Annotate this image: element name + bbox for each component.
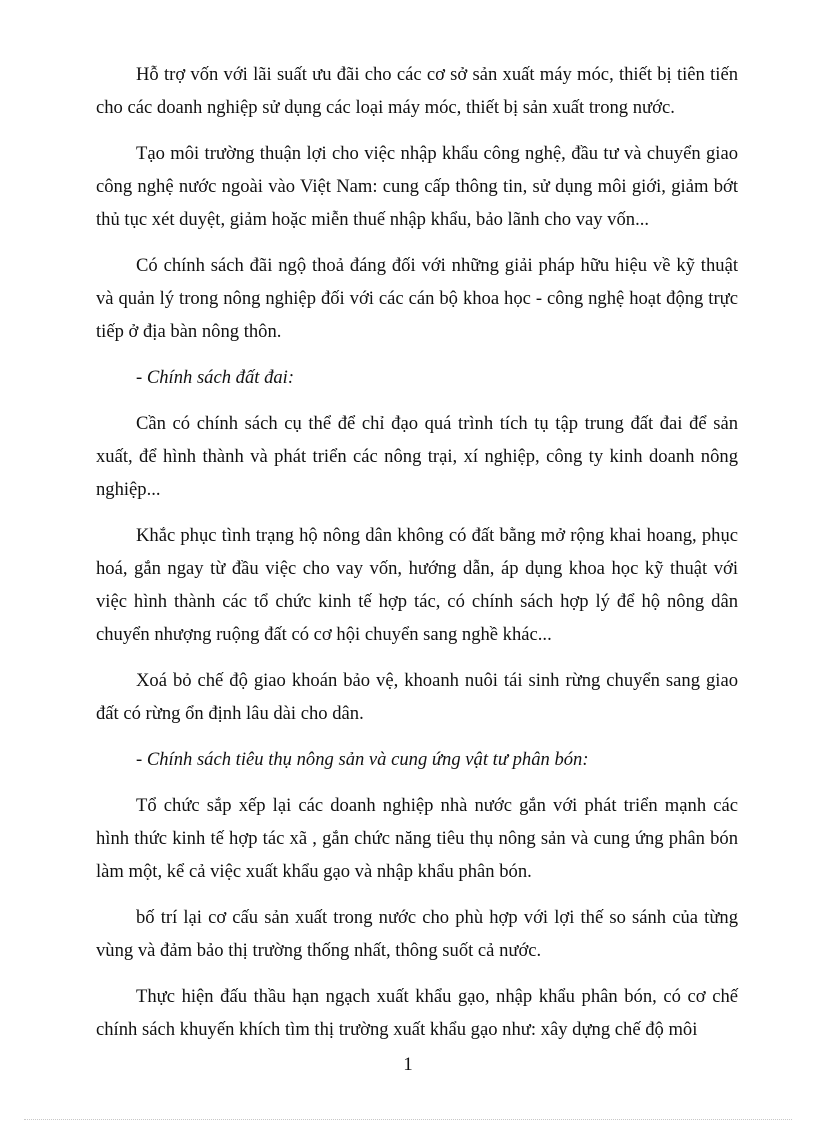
page-bottom-divider: [24, 1119, 792, 1120]
paragraph: Cần có chính sách cụ thể để chỉ đạo quá trình tích tụ tập trung đất đai để sản xuất, để hình thành và phát triển các nông trại, xí nghiệp, công ty kinh doanh nông nghiệp...: [96, 413, 738, 500]
paragraph: Tạo môi trường thuận lợi cho việc nhập khẩu công nghệ, đầu tư và chuyển giao công nghệ nước ngoài vào Việt Nam: cung cấp thông tin, sử dụng môi giới, giảm bớt thủ tục xét duyệt, giảm hoặc miễn thuế nhập khẩu, bảo lãnh cho vay vốn...: [96, 143, 738, 230]
paragraph: Xoá bỏ chế độ giao khoán bảo vệ, khoanh nuôi tái sinh rừng chuyển sang giao đất có rừng ổn định lâu dài cho dân.: [96, 670, 738, 724]
paragraph: Tổ chức sắp xếp lại các doanh nghiệp nhà nước gắn với phát triển mạnh các hình thức kinh tế hợp tác xã , gắn chức năng tiêu thụ nông sản và cung ứng phân bón làm một, kể cả việc xuất khẩu gạo và nhập khẩu phân bón.: [96, 795, 738, 882]
page-number: 1: [403, 1054, 413, 1075]
section-heading-consumption-policy: - Chính sách tiêu thụ nông sản và cung ứng vật tư phân bón:: [136, 749, 589, 770]
paragraph: bố trí lại cơ cấu sản xuất trong nước cho phù hợp với lợi thế so sánh của từng vùng và đảm bảo thị trường thống nhất, thông suốt cả nước.: [96, 907, 738, 961]
section-heading-land-policy: - Chính sách đất đai:: [136, 367, 295, 388]
document-body: [96, 58, 738, 1059]
paragraph: Có chính sách đãi ngộ thoả đáng đối với những giải pháp hữu hiệu về kỹ thuật và quản lý trong nông nghiệp đối với các cán bộ khoa học - công nghệ hoạt động trực tiếp ở địa bàn nông thôn.: [96, 255, 738, 342]
paragraph: Thực hiện đấu thầu hạn ngạch xuất khẩu gạo, nhập khẩu phân bón, có cơ chế chính sách khuyến khích tìm thị trường xuất khẩu gạo như: xây dựng chế độ môi: [96, 986, 738, 1040]
paragraph: Hỗ trợ vốn với lãi suất ưu đãi cho các cơ sở sản xuất máy móc, thiết bị tiên tiến cho các doanh nghiệp sử dụng các loại máy móc, thiết bị sản xuất trong nước.: [96, 64, 738, 118]
paragraph: Khắc phục tình trạng hộ nông dân không có đất bằng mở rộng khai hoang, phục hoá, gắn ngay từ đầu việc cho vay vốn, hướng dẫn, áp dụng khoa học kỹ thuật với việc hình thành các tổ chức kinh tế hợp tác, có chính sách hợp lý để hộ nông dân chuyển nhượng ruộng đất có cơ hội chuyển sang nghề khác...: [96, 525, 738, 645]
